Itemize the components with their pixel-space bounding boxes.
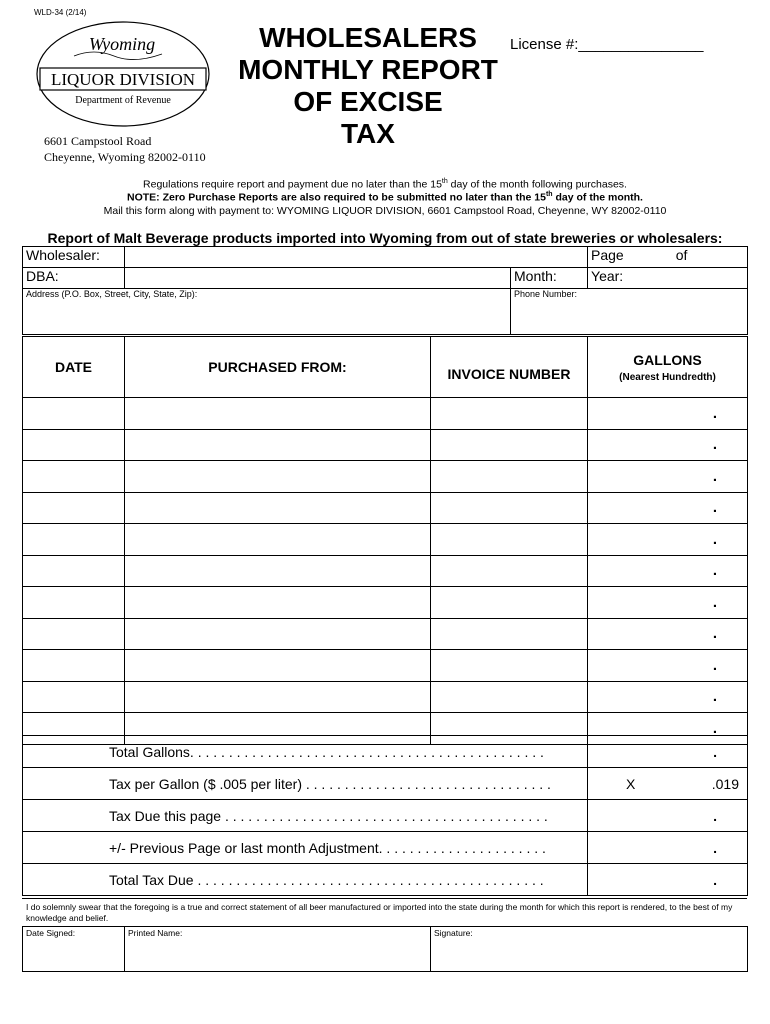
purchased-from-cell[interactable] [125,618,431,650]
logo-department: Department of Revenue [75,95,171,106]
invoice-cell[interactable] [431,681,588,713]
gallons-cell[interactable]: . [588,681,748,713]
gallons-cell[interactable]: . [588,555,748,587]
table-row [23,461,748,493]
dba-input[interactable] [125,268,511,289]
total-tax-due-value[interactable]: . [588,864,748,896]
column-invoice: INVOICE NUMBER [431,337,588,398]
gallons-cell[interactable]: . [588,492,748,524]
invoice-cell[interactable] [431,524,588,556]
date-cell[interactable] [23,618,125,650]
report-heading: Report of Malt Beverage products imported into Wyoming from out of state breweries or wholesalers: [47,230,723,246]
tax-per-gallon-value: X .019 [588,768,748,800]
date-cell[interactable] [23,587,125,619]
purchased-from-cell[interactable] [125,587,431,619]
date-cell[interactable] [23,681,125,713]
wholesaler-label: Wholesaler: [23,247,125,268]
oath-statement: I do solemnly swear that the foregoing is a true and correct statement of all beer manufactured or imported into the state during the month for which this report is rendered, to the best of my knowledge and belief. [22,898,747,924]
year-field[interactable]: Year: [588,268,748,289]
dba-label: DBA: [23,268,125,289]
table-row [23,429,748,461]
form-code: WLD-34 (2/14) [34,8,87,17]
gallons-cell[interactable]: . [588,429,748,461]
table-row [23,555,748,587]
header-fields [22,246,748,335]
date-cell[interactable] [23,555,125,587]
license-field[interactable]: License #:_______________ [510,36,704,53]
date-signed-field[interactable]: Date Signed: [23,927,125,972]
table-row [23,398,748,430]
gallons-cell[interactable]: . [588,618,748,650]
date-cell[interactable] [23,650,125,682]
signature-block [22,926,748,972]
date-cell[interactable] [23,492,125,524]
form-title [236,22,500,150]
invoice-cell[interactable] [431,587,588,619]
liquor-division-logo [34,16,212,130]
date-cell[interactable] [23,461,125,493]
gallons-cell[interactable]: . [588,461,748,493]
logo-division: LIQUOR DIVISION [50,70,196,89]
column-purchased-from: PURCHASED FROM: [125,337,431,398]
purchased-from-cell[interactable] [125,650,431,682]
purchased-from-cell[interactable] [125,681,431,713]
invoice-cell[interactable] [431,429,588,461]
purchased-from-cell[interactable] [125,555,431,587]
adjustment-value[interactable]: . [588,832,748,864]
month-field[interactable]: Month: [511,268,588,289]
gallons-cell[interactable]: . [588,398,748,430]
table-row [23,524,748,556]
invoice-cell[interactable] [431,461,588,493]
title-line-1: WHOLESALERS [259,22,477,53]
table-row [23,618,748,650]
gallons-cell[interactable]: . [588,650,748,682]
printed-name-field[interactable]: Printed Name: [125,927,431,972]
purchases-table [22,336,748,745]
purchased-from-cell[interactable] [125,429,431,461]
title-line-4: TAX [341,118,395,149]
table-row [23,587,748,619]
date-cell[interactable] [23,524,125,556]
wholesaler-input[interactable] [125,247,588,268]
purchased-from-cell[interactable] [125,492,431,524]
title-line-3: OF EXCISE [293,86,443,117]
total-gallons-label: Total Gallons. . . . . . . . . . . . . . . . . . . . . . . . . . . . . . . . . . . . . . . . . . . . . . [23,736,588,768]
column-gallons [588,337,748,398]
invoice-cell[interactable] [431,618,588,650]
date-cell[interactable] [23,429,125,461]
date-cell[interactable] [23,398,125,430]
signature-field[interactable]: Signature: [431,927,748,972]
address-field[interactable]: Address (P.O. Box, Street, City, State, Zip): [23,289,511,335]
table-row [23,650,748,682]
gallons-cell[interactable]: . [588,524,748,556]
phone-field[interactable]: Phone Number: [511,289,748,335]
total-gallons-value[interactable]: . [588,736,748,768]
page-of-field[interactable]: Page of [588,247,748,268]
gallons-label: GALLONS [633,351,702,368]
invoice-cell[interactable] [431,398,588,430]
address-line-2: Cheyenne, Wyoming 82002-0110 [44,150,206,164]
total-tax-due-label: Total Tax Due . . . . . . . . . . . . . . . . . . . . . . . . . . . . . . . . . . . . . . . . . . . . . [23,864,588,896]
title-line-2: MONTHLY REPORT [238,54,498,85]
table-row [23,492,748,524]
gallons-cell[interactable]: . [588,587,748,619]
invoice-cell[interactable] [431,555,588,587]
logo-script-text: Wyoming [88,34,156,54]
gallons-cell[interactable]: . [588,713,748,745]
invoice-cell[interactable] [431,492,588,524]
gallons-sublabel: (Nearest Hundredth) [619,371,716,383]
purchased-from-cell[interactable] [125,398,431,430]
table-row [23,681,748,713]
address-line-1: 6601 Campstool Road [44,134,152,148]
totals-table [22,735,748,896]
regulations-line-1: Regulations require report and payment due no later than the 15th day of the month following purchases. [143,178,627,191]
tax-due-label: Tax Due this page . . . . . . . . . . . . . . . . . . . . . . . . . . . . . . . . . . . . . . . . . . [23,800,588,832]
purchased-from-cell[interactable] [125,524,431,556]
tax-due-value[interactable]: . [588,800,748,832]
invoice-cell[interactable] [431,650,588,682]
column-date: DATE [23,337,125,398]
tax-per-gallon-label: Tax per Gallon ($ .005 per liter) . . . . . . . . . . . . . . . . . . . . . . . . . . . . . . . . [23,768,588,800]
purchased-from-cell[interactable] [125,461,431,493]
regulations-note: NOTE: Zero Purchase Reports are also required to be submitted no later than the 15th day of the month. [127,191,643,204]
adjustment-label: +/- Previous Page or last month Adjustment. . . . . . . . . . . . . . . . . . . . . . [23,832,588,864]
regulations-mail: Mail this form along with payment to: WYOMING LIQUOR DIVISION, 6601 Campstool Road, Cheyenne, WY 82002-0110 [103,205,667,217]
